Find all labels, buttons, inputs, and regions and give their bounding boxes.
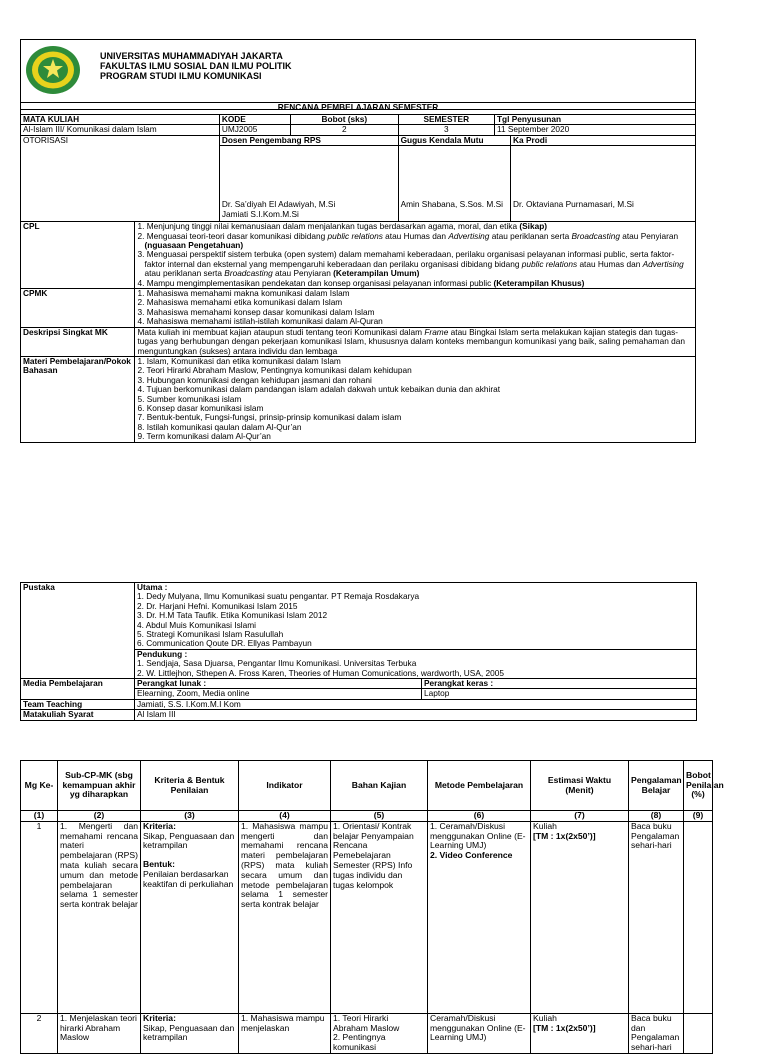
utama-item: 5. Strategi Komunikasi Islam Rasulullah (137, 629, 284, 640)
gugus-header: Gugus Kendala Mutu (398, 135, 510, 145)
week-number: 2 (21, 1013, 58, 1053)
col-number: (2) (58, 811, 141, 822)
estimasi-label: Kuliah (533, 820, 557, 831)
utama-item: 4. Abdul Muis Komunikasi Islami (137, 619, 256, 630)
indikator: 1. Mahasiswa mampu mengerti dan memahami rencana materi pembelajaran (RPS) mata kuliah secara umum dan metode pembelajaran selama 1 semester serta kontrak belajar (239, 821, 331, 1013)
cpl-2-text-a: 2. Menguasai teori-teori dasar komunikasi dibidang (137, 230, 328, 241)
program-name: PROGRAM STUDI ILMU KOMUNIKASI (100, 71, 262, 81)
cpl-3-text-e: atau periklanan serta (144, 268, 225, 279)
team-value: Jamiati, S.S. I.Kom.M.I Kom (135, 699, 697, 709)
pendukung-header: Pendukung : (137, 648, 188, 659)
cpl-3-text-d: Advertising (642, 258, 684, 269)
faculty-name: FAKULTAS ILMU SOSIAL DAN ILMU POLITIK (100, 61, 292, 71)
semester-header: SEMESTER (398, 115, 494, 125)
kriteria-header: Kriteria: (143, 820, 176, 831)
estimasi-cell (531, 1013, 629, 1053)
syarat-label: Matakuliah Syarat (21, 710, 135, 720)
col-header: Bahan Kajian (331, 761, 428, 811)
gugus-signature (398, 146, 510, 222)
cpl-2-text-d: Advertising (448, 230, 490, 241)
table-row (21, 1013, 713, 1053)
pendukung-item: 2. W. Littlejhon, Sthepen A. Fross Karen, Theories of Human Comunications, wardworth, USA, 2005 (137, 667, 504, 678)
bahan-kajian (331, 1013, 428, 1053)
week-number: 1 (21, 821, 58, 1013)
course-date: 11 September 2020 (494, 125, 695, 135)
metode: Ceramah/Diskusi menggunakan Online (E-Learning UMJ) (428, 1013, 531, 1053)
bobot-header: Bobot (sks) (291, 115, 398, 125)
materi-item: 2. Teori Hirarki Abraham Maslow, Pentingnya komunikasi dalam kehidupan (137, 365, 412, 376)
materi-item: 3. Hubungan komunikasi dengan kehidupan jasmani dan rohani (137, 374, 372, 385)
materi-item: 1. Islam, Komunikasi dan etika komunikasi dalam Islam (137, 355, 341, 366)
col-header: Mg Ke- (21, 761, 58, 811)
bentuk-header: Bentuk: (143, 859, 175, 870)
cpl-3-text-a: 3. Menguasai perspektif sistem terbuka (open system) dalam memahami keberadaan, perilaku organisasi pelayanan informasi public, serta faktor-faktor internal dan eksternal yang mempengaruhi keberadaan dan perilaku organisasi dibidang bidang (137, 249, 675, 269)
kriteria-header: Kriteria: (143, 1012, 176, 1023)
metode-cell (428, 821, 531, 1013)
materi-item: 8. Istilah komunikasi qaulan dalam Al-Qur’an (137, 421, 302, 432)
mk-header: MATA KULIAH (21, 115, 220, 125)
deskripsi-content (135, 327, 696, 356)
col-header: Indikator (239, 761, 331, 811)
utama-item: 6. Communication Qoute DR. Ellyas Pambayun (137, 638, 312, 649)
course-sks: 2 (291, 125, 398, 135)
syarat-value: Al Islam III (135, 710, 697, 720)
deskripsi-text-a: Mata kuliah ini membuat kajian ataupun studi tentang teori Komunikasi dalam (137, 326, 425, 337)
bahan-kajian: 1. Orientasi/ Kontrak belajar Penyampaian Rencana Pemebelajaran Semester (RPS) Info tugas individu dan tugas kelompok (331, 821, 428, 1013)
col-header: Kriteria & Bentuk Penilaian (141, 761, 239, 811)
deskripsi-text-c: atau Bingkai Islam serta melakukan kajian stategis dan tugas-tugas yang berhubungan dengan pekerjaan komunikasi Islam, khususnya dalam konteks membangun komunikasi yang baik, saling pemahaman dan menguntungkan (sukses) antara individu dan lembaga (137, 326, 685, 356)
cpmk-item: 2. Mahasiswa memahami etika komunikasi dalam Islam (137, 297, 343, 308)
lunak-header: Perangkat lunak : (135, 679, 422, 689)
utama-item: 2. Dr. Harjani Hefni. Komunikasi Islam 2015 (137, 600, 298, 611)
dosen-signature (219, 146, 398, 222)
deskripsi-text-b: Frame (424, 326, 449, 337)
document-title: RENCANA PEMBELAJARAN SEMESTER (21, 103, 696, 115)
dosen-2: Jamiati S.I.Kom.M.Si (221, 208, 299, 219)
utama-item: 1. Dedy Mulyana, Ilmu Komunikasi suatu pengantar. PT Remaja Rosdakarya (137, 591, 420, 602)
utama-item: 3. Dr. H.M Tata Taufik. Etika Komunikasi Islam 2012 (137, 610, 328, 621)
col-number: (5) (331, 811, 428, 822)
cpl-1-text: 1. Menjunjung tinggi nilai kemanusiaan dalam menjalankan tugas berdasarkan agama, moral, dan etika (137, 221, 520, 232)
pengalaman: Baca buku Pengalaman sehari-hari (629, 821, 684, 1013)
cpl-2-text-g: atau Penyiaran (619, 230, 679, 241)
pengalaman: Baca buku dan Pengalaman sehari-hari (629, 1013, 684, 1053)
weekly-plan-table (20, 760, 724, 1054)
indikator: 1. Mahasiswa mampu menjelaskan (239, 1013, 331, 1053)
materi-item: 5. Sumber komunikasi islam (137, 393, 242, 404)
kaprodi-header: Ka Prodi (511, 135, 696, 145)
kriteria-text: Sikap, Penguasaan dan ketrampilan (143, 1022, 235, 1043)
cpl-content (135, 222, 696, 289)
sub-cpmk: 1. Menjelaskan teori hirarki Abraham Maslow (58, 1013, 141, 1053)
course-code: UMJ2005 (219, 125, 290, 135)
kriteria-text: Sikap, Penguasaan dan ketrampilan (143, 830, 235, 851)
utama-header: Utama : (137, 582, 168, 592)
materi-item: 4. Tujuan berkomunikasi dalam pandangan islam adalah dakwah untuk kebaikan dunia dan akhirat (137, 384, 501, 395)
estimasi-label: Kuliah (533, 1012, 557, 1023)
cpl-4-tag: (Keterampilan Khusus) (493, 277, 585, 288)
lunak-value: Elearning, Zoom, Media online (135, 689, 422, 699)
kriteria-cell (141, 821, 239, 1013)
deskripsi-label: Deskripsi Singkat MK (21, 327, 135, 356)
keras-value: Laptop (422, 689, 697, 699)
cpmk-item: 4. Mahasiswa memahami istilah-istilah komunikasi dalam Al-Quran (137, 316, 383, 327)
kode-header: KODE (219, 115, 290, 125)
cpl-3-text-g: atau Penyiaran (272, 268, 334, 279)
col-number: (4) (239, 811, 331, 822)
estimasi-value: [TM : 1x(2x50’)] (533, 830, 596, 841)
materi-item: 6. Konsep dasar komunikasi islam (137, 402, 264, 413)
col-header: Bobot Penilaian (%) (684, 761, 713, 811)
col-number: (1) (21, 811, 58, 822)
materi-content (135, 356, 696, 442)
cpmk-item: 3. Mahasiswa memahami konsep dasar komunikasi dalam Islam (137, 306, 375, 317)
bobot (684, 1013, 713, 1053)
materi-label: Materi Pembelajaran/Pokok Bahasan (21, 356, 135, 442)
cpl-3-text-b: public relations (521, 258, 578, 269)
sub-cpmk: 1. Mengerti dan memahami rencana materi pembelajaran (RPS) mata kuliah secara umum dan metode pembelajaran selama 1 semester serta kontrak belajar (58, 821, 141, 1013)
cpl-3 (137, 250, 693, 278)
cpl-2-text-e: atau periklanan serta (489, 230, 572, 241)
cpl-3-tag: (Keterampilan Umum) (333, 268, 420, 279)
university-logo (24, 44, 82, 96)
pustaka-label: Pustaka (21, 583, 135, 679)
col-number: (6) (428, 811, 531, 822)
cpl-2 (137, 232, 693, 251)
cpmk-content (135, 289, 696, 328)
university-name: UNIVERSITAS MUHAMMADIYAH JAKARTA (100, 51, 283, 61)
col-header: Sub-CP-MK (sbg kemampuan akhir yg diharapkan (58, 761, 141, 811)
cpl-2-text-f: Broadcasting (571, 230, 620, 241)
cpl-2-tag: (nguasaan Pengetahuan) (144, 240, 244, 251)
materi-item: 7. Bentuk-bentuk, Fungsi-fungsi, prinsip-prinsip komunikasi dalam islam (137, 412, 402, 423)
cpl-2-text-b: public relations (327, 230, 383, 241)
col-header: Pengalaman Belajar (629, 761, 684, 811)
kaprodi-signature (511, 146, 696, 222)
pustaka-table (20, 582, 697, 721)
kaprodi-name: Dr. Oktaviana Purnamasari, M.Si (513, 198, 634, 209)
estimasi-value: [TM : 1x(2x50’)] (533, 1022, 596, 1033)
bahan-2: 2. Pentingnya komunikasi (333, 1032, 386, 1053)
cpl-1-tag: (Sikap) (519, 221, 548, 232)
cpl-3-text-c: atau Humas dan (577, 258, 643, 269)
col-number: (7) (531, 811, 629, 822)
cpl-label: CPL (21, 222, 135, 289)
media-label: Media Pembelajaran (21, 679, 135, 700)
keras-header: Perangkat keras : (422, 679, 697, 689)
col-header: Metode Pembelajaran (428, 761, 531, 811)
metode-2: 2. Video Conference (430, 850, 513, 861)
cpl-2-text-c: atau Humas dan (382, 230, 449, 241)
rps-table (20, 102, 696, 443)
pustaka-utama (135, 583, 697, 650)
materi-item: 9. Term komunikasi dalam Al-Qur’an (137, 431, 271, 442)
dosen-1: Dr. Sa’diyah El Adawiyah, M.Si (221, 199, 336, 210)
col-header: Estimasi Waktu (Menit) (531, 761, 629, 811)
course-semester: 3 (398, 125, 494, 135)
gugus-name: Amin Shabana, S.Sos. M.Si (400, 198, 503, 209)
bentuk-text: Penilaian berdasarkan keaktifan di perkuliahan (143, 868, 234, 889)
cpmk-label: CPMK (21, 289, 135, 328)
col-number: (9) (684, 811, 713, 822)
estimasi-cell (531, 821, 629, 1013)
col-number: (3) (141, 811, 239, 822)
team-label: Team Teaching (21, 699, 135, 709)
table-row (21, 821, 713, 1013)
cpmk-item: 1. Mahasiswa memahami makna komunikasi dalam Islam (137, 288, 350, 299)
otorisasi-label: OTORISASI (21, 135, 220, 221)
dosen-header: Dosen Pengembang RPS (219, 135, 398, 145)
metode-1: 1. Ceramah/Diskusi menggunakan Online (E-Learning UMJ) (430, 820, 526, 851)
institution-header (100, 51, 292, 81)
pustaka-pendukung (135, 649, 697, 678)
cpl-3-text-f: Broadcasting (224, 268, 273, 279)
cpl-4 (137, 279, 693, 288)
tgl-header: Tgl Penyusunan (494, 115, 695, 125)
bobot (684, 821, 713, 1013)
cpl-4-text: 4. Mampu mengimplementasikan pendekatan dan konsep organisasi pelayanan informasi public (137, 277, 494, 288)
col-number: (8) (629, 811, 684, 822)
pendukung-item: 1. Sendjaja, Sasa Djuarsa, Pengantar Ilmu Komunikasi. Universitas Terbuka (137, 658, 417, 669)
course-name: Al-Islam III/ Komunikasi dalam Islam (21, 125, 220, 135)
kriteria-cell (141, 1013, 239, 1053)
bahan-1: 1. Teori Hirarki Abraham Maslow (333, 1012, 400, 1033)
